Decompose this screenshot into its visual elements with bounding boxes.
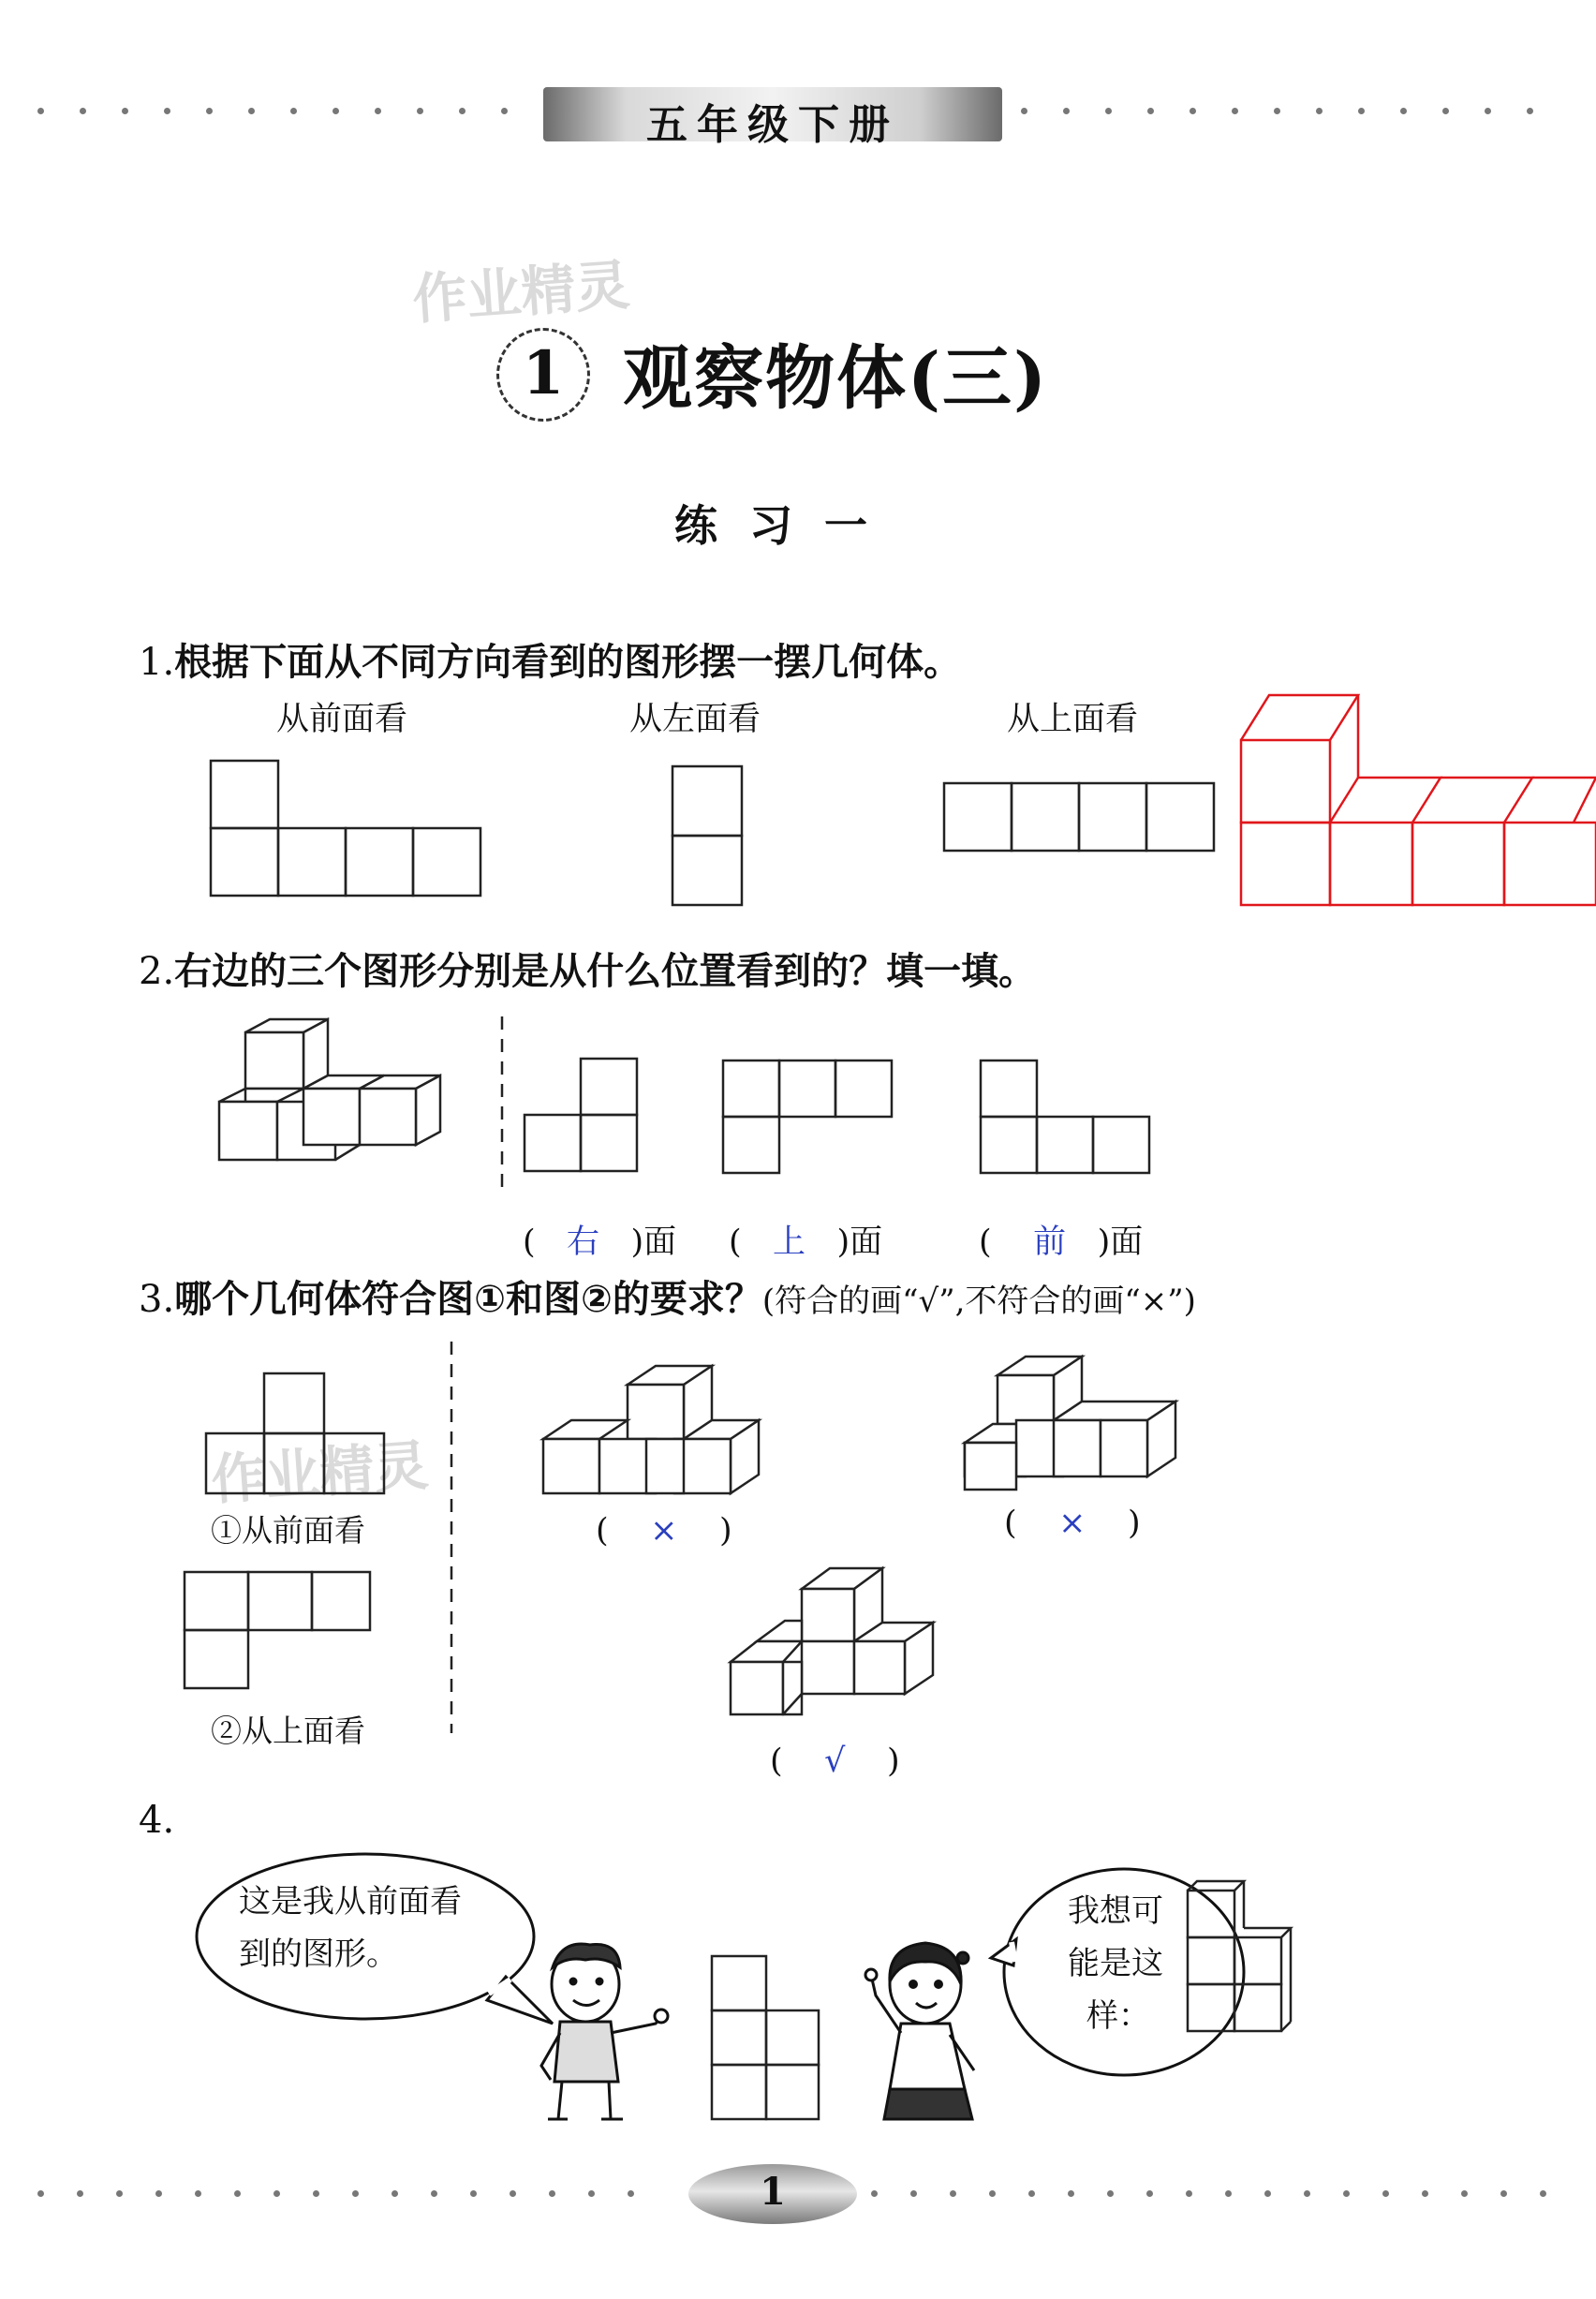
q3-option-c-answer: √ (824, 1743, 846, 1780)
q3-option-b-close: ) (1128, 1505, 1141, 1542)
q3-option-c-close: ) (887, 1743, 900, 1780)
header-title: 五年级下册 (646, 101, 899, 149)
q3-note: (符合的画“√”,不符合的画“×”) (761, 1283, 1196, 1320)
footer-dots-left (37, 2188, 684, 2200)
chapter-title: 观察物体(三) (623, 338, 1049, 419)
girl-speech-line-3: 样： (1086, 1997, 1150, 2035)
q3-option-c-open: ( (770, 1743, 783, 1780)
girl-speech-line-1: 我想可 (1068, 1892, 1163, 1930)
q3-option-b-answer: × (1058, 1505, 1086, 1542)
q3-option-b-open: ( (1004, 1505, 1017, 1542)
q1-prompt: 根据下面从不同方向看到的图形摆一摆几何体。 (174, 641, 962, 684)
footer-dots-right (871, 2188, 1564, 2200)
q3-number: 3. (139, 1278, 175, 1321)
chapter-number: 1 (522, 338, 565, 408)
page-number: 1 (760, 2170, 786, 2214)
q3-prompt: 哪个几何体符合图①和图②的要求？ (174, 1278, 762, 1321)
watermark-top: 作业精灵 (410, 252, 632, 332)
q2-blank-3-open: ( (979, 1224, 992, 1261)
boy-speech-line-2: 到的图形。 (239, 1936, 398, 1973)
page-number-badge (688, 2164, 857, 2224)
watermark-middle: 作业精灵 (209, 1432, 431, 1512)
q1-number: 1. (139, 641, 175, 684)
q2-blank-1-open: ( (523, 1224, 536, 1261)
q2-blank-2-open: ( (729, 1224, 742, 1261)
q1-view-left-label: 从左面看 (629, 701, 761, 738)
girl-speech-text (1068, 1885, 1163, 2042)
q2-blank-3-close: )面 (1097, 1224, 1144, 1261)
q1-view-top-label: 从上面看 (1007, 701, 1139, 738)
q3-front-view-label: ①从前面看 (211, 1512, 365, 1549)
boy-speech-line-1: 这是我从前面看 (239, 1883, 462, 1921)
exercise-title: 练习一 (674, 500, 899, 551)
q1-view-front-label: 从前面看 (276, 701, 408, 738)
q4-number: 4. (139, 1799, 175, 1842)
q2-blank-2-answer: 上 (773, 1224, 806, 1261)
q2-blank-2-close: )面 (836, 1224, 883, 1261)
q3-option-a-close: ) (719, 1512, 732, 1550)
q3-option-a-open: ( (596, 1512, 609, 1550)
q2-blank-1-close: )面 (630, 1224, 677, 1261)
girl-speech-line-2: 能是这 (1068, 1945, 1163, 1982)
q2-prompt: 右边的三个图形分别是从什么位置看到的？填一填。 (174, 950, 1037, 993)
q2-number: 2. (139, 950, 175, 993)
q2-blank-1-answer: 右 (567, 1224, 600, 1261)
q2-blank-3-answer: 前 (1033, 1224, 1067, 1261)
q3-option-a-answer: × (650, 1512, 678, 1550)
q3-top-view-label: ②从上面看 (211, 1713, 365, 1749)
